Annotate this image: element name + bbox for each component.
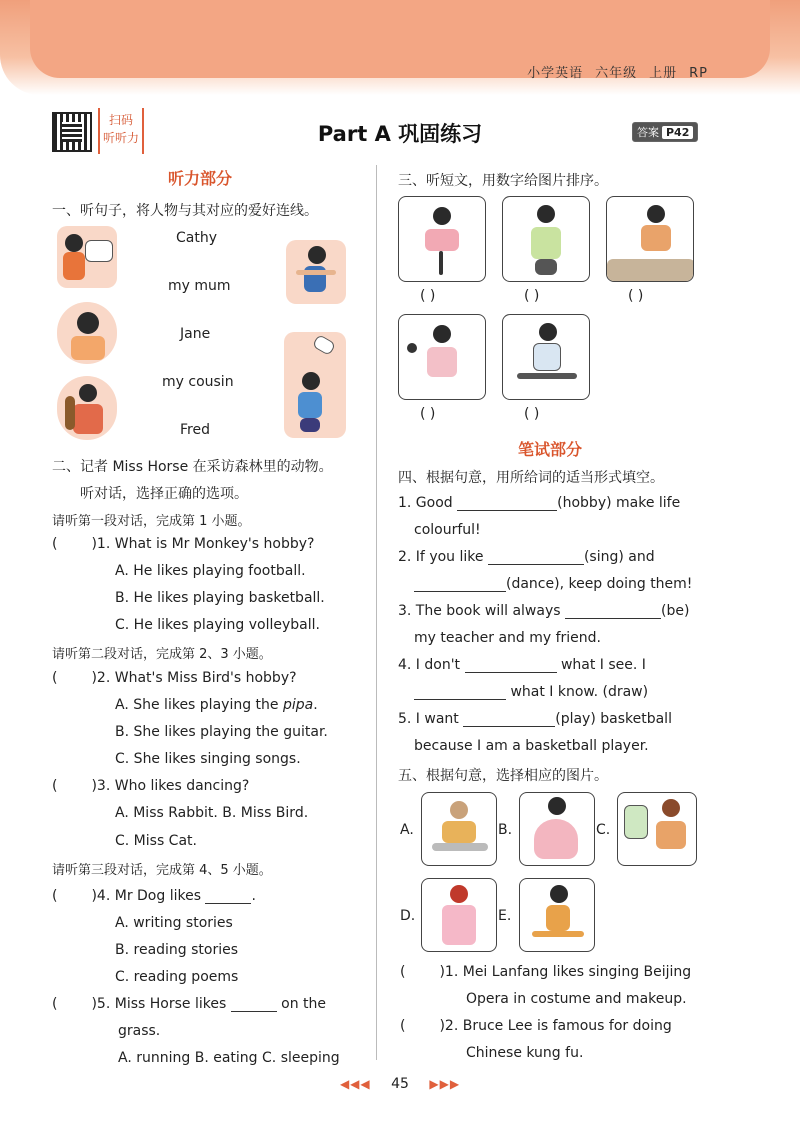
option-4a: A. writing stories <box>115 915 233 931</box>
paren-3-1[interactable]: ( ) <box>420 288 436 304</box>
question-text: )1. Mei Lanfang likes singing Beijing <box>439 964 692 980</box>
listen-text: 听听力 <box>102 131 139 145</box>
q5-item-2 <box>400 1018 672 1034</box>
q5-item-1-cont: Opera in costume and makeup. <box>466 991 687 1007</box>
fill-blank[interactable] <box>463 726 555 727</box>
q4-item-2-cont <box>414 576 692 592</box>
option-5a: A. running <box>118 1050 191 1066</box>
q4-item-3-cont: my teacher and my friend. <box>414 630 602 646</box>
option-5b: B. eating <box>194 1050 258 1066</box>
q5-title: 五、根据句意，选择相应的图片。 <box>398 768 608 784</box>
question-text: )4. Mr Dog likes <box>91 888 202 904</box>
prev-arrows-icon[interactable]: ◀◀◀ <box>339 1077 371 1091</box>
option-end: . <box>313 697 318 713</box>
dialog-3-note: 请听第三段对话，完成第 4、5 小题。 <box>52 863 272 878</box>
question-text: )5. Miss Horse likes <box>91 996 227 1012</box>
q5-letter-c: C. <box>596 822 611 838</box>
q2-item-4 <box>52 888 256 904</box>
option-italic: pipa <box>282 697 314 713</box>
option-2c: C. She likes singing songs. <box>115 751 301 767</box>
paren-open: ( <box>52 996 58 1012</box>
paren-3-5[interactable]: ( ) <box>524 406 540 422</box>
fill-blank[interactable] <box>457 510 557 511</box>
option-1b: B. He likes playing basketball. <box>115 590 325 606</box>
girl-singing-image <box>398 314 486 400</box>
q5-item-1 <box>400 964 691 980</box>
paren-open: ( <box>52 888 58 904</box>
column-divider <box>376 165 377 1060</box>
answer-label: 答案 <box>637 126 659 139</box>
q4-item-5 <box>398 711 672 727</box>
q4-text: what I see. I <box>560 657 646 673</box>
page-footer <box>0 1076 800 1092</box>
q5-letter-b: B. <box>498 822 513 838</box>
option-text: A. She likes playing the <box>115 697 279 713</box>
q4-text: what I know. (draw) <box>510 684 649 700</box>
q4-item-1 <box>398 495 680 511</box>
q5-letter-a: A. <box>400 822 414 838</box>
fill-blank[interactable] <box>488 564 584 565</box>
q2-item-3 <box>52 778 249 794</box>
option-1c: C. He likes playing volleyball. <box>115 617 320 633</box>
name-jane: Jane <box>180 326 211 342</box>
written-heading: 笔试部分 <box>517 440 582 459</box>
fill-blank[interactable] <box>231 1011 277 1012</box>
kungfu-man-image <box>519 878 595 952</box>
answer-tag <box>632 122 698 142</box>
boy-kite-image <box>284 332 346 438</box>
girl-pipa-image <box>57 376 117 440</box>
girl-drawing-image <box>57 226 117 288</box>
option-4b: B. reading stories <box>115 942 239 958</box>
fill-blank[interactable] <box>465 672 557 673</box>
grade: 六年级 <box>595 66 638 81</box>
paren-3-3[interactable]: ( ) <box>628 288 644 304</box>
q4-item-5-cont: because I am a basketball player. <box>414 738 649 754</box>
next-arrows-icon[interactable]: ▶▶▶ <box>429 1077 461 1091</box>
option-5c: C. sleeping <box>262 1050 340 1066</box>
question-text: )1. What is Mr Monkey's hobby? <box>91 536 315 552</box>
option-5 <box>118 1050 340 1066</box>
option-3c: C. Miss Cat. <box>115 833 197 849</box>
volume: 上册 <box>649 66 678 81</box>
listening-heading: 听力部分 <box>167 169 232 188</box>
book-meta <box>515 62 708 81</box>
q4-text: (play) basketball <box>555 711 672 727</box>
boy-kungfu-image <box>286 240 346 304</box>
name-fred: Fred <box>180 422 210 438</box>
name-my-mum: my mum <box>168 278 231 294</box>
option-1a: A. He likes playing football. <box>115 563 306 579</box>
man-writing-image <box>421 792 497 866</box>
q4-item-3 <box>398 603 689 619</box>
q4-text: (dance), keep doing them! <box>506 576 693 592</box>
q2-item-5-cont: grass. <box>118 1023 161 1039</box>
paren-open: ( <box>400 964 406 980</box>
dialog-1-note: 请听第一段对话，完成第 1 小题。 <box>52 514 251 529</box>
scan-text: 扫码 <box>108 113 133 127</box>
option-3ab <box>115 805 308 821</box>
q4-item-1-cont: colourful! <box>414 522 481 538</box>
boy-climbing-image <box>606 196 694 282</box>
option-2a <box>115 697 318 713</box>
page-number: 45 <box>391 1076 409 1092</box>
q1-title: 一、听句子，将人物与其对应的爱好连线。 <box>52 203 318 219</box>
question-end: on the <box>281 996 327 1012</box>
q3-title: 三、听短文，用数字给图片排序。 <box>398 173 608 189</box>
question-text: )2. What's Miss Bird's hobby? <box>91 670 297 686</box>
answer-page: P42 <box>662 126 693 139</box>
fill-blank[interactable] <box>414 699 506 700</box>
boy-painting-image <box>617 792 697 866</box>
paren-3-4[interactable]: ( ) <box>420 406 436 422</box>
q4-text: 4. I don't <box>398 657 461 673</box>
name-my-cousin: my cousin <box>162 374 234 390</box>
paren-3-2[interactable]: ( ) <box>524 288 540 304</box>
woman-dancing-image <box>519 792 595 866</box>
boy-phone-image <box>502 196 590 282</box>
girl-headphones-image <box>57 302 117 364</box>
boy-kungfu-pose-image <box>502 314 590 400</box>
q4-text: (sing) and <box>583 549 655 565</box>
option-3a: A. Miss Rabbit. <box>115 805 218 821</box>
fill-blank[interactable] <box>565 618 661 619</box>
q4-text: 2. If you like <box>398 549 484 565</box>
fill-blank[interactable] <box>414 591 506 592</box>
q4-text: (be) <box>660 603 690 619</box>
q2-item-5 <box>52 996 326 1012</box>
q2-item-1 <box>52 536 314 552</box>
q5-item-2-cont: Chinese kung fu. <box>466 1045 584 1061</box>
q4-item-4-cont <box>414 684 648 700</box>
q4-text: 5. I want <box>398 711 459 727</box>
q4-title: 四、根据句意，用所给词的适当形式填空。 <box>398 470 664 486</box>
q4-text: (hobby) make life <box>557 495 681 511</box>
q4-item-4 <box>398 657 646 673</box>
option-4c: C. reading poems <box>115 969 239 985</box>
subject: 小学英语 <box>527 66 584 81</box>
q4-text: 3. The book will always <box>398 603 561 619</box>
page-title: Part A 巩固练习 <box>317 122 483 146</box>
option-2b: B. She likes playing the guitar. <box>115 724 328 740</box>
question-text: )2. Bruce Lee is famous for doing <box>439 1018 672 1034</box>
paren-open: ( <box>400 1018 406 1034</box>
q4-text: 1. Good <box>398 495 453 511</box>
paren-open: ( <box>52 670 58 686</box>
name-cathy: Cathy <box>176 230 218 246</box>
opera-singer-image <box>421 878 497 952</box>
q2-item-2 <box>52 670 297 686</box>
q5-letter-d: D. <box>400 908 416 924</box>
ballet-girl-image <box>398 196 486 282</box>
dialog-2-note: 请听第二段对话，完成第 2、3 小题。 <box>52 647 272 662</box>
question-text: )3. Who likes dancing? <box>91 778 250 794</box>
q5-letter-e: E. <box>498 908 512 924</box>
option-3b: B. Miss Bird. <box>222 805 309 821</box>
q4-item-2 <box>398 549 655 565</box>
paren-open: ( <box>52 778 58 794</box>
paren-open: ( <box>52 536 58 552</box>
question-end: . <box>251 888 256 904</box>
q2-title-2: 听对话，选择正确的选项。 <box>80 486 248 502</box>
fill-blank[interactable] <box>205 903 251 904</box>
q2-title-1: 二、记者 Miss Horse 在采访森林里的动物。 <box>52 459 333 475</box>
edition: RP <box>689 66 708 81</box>
